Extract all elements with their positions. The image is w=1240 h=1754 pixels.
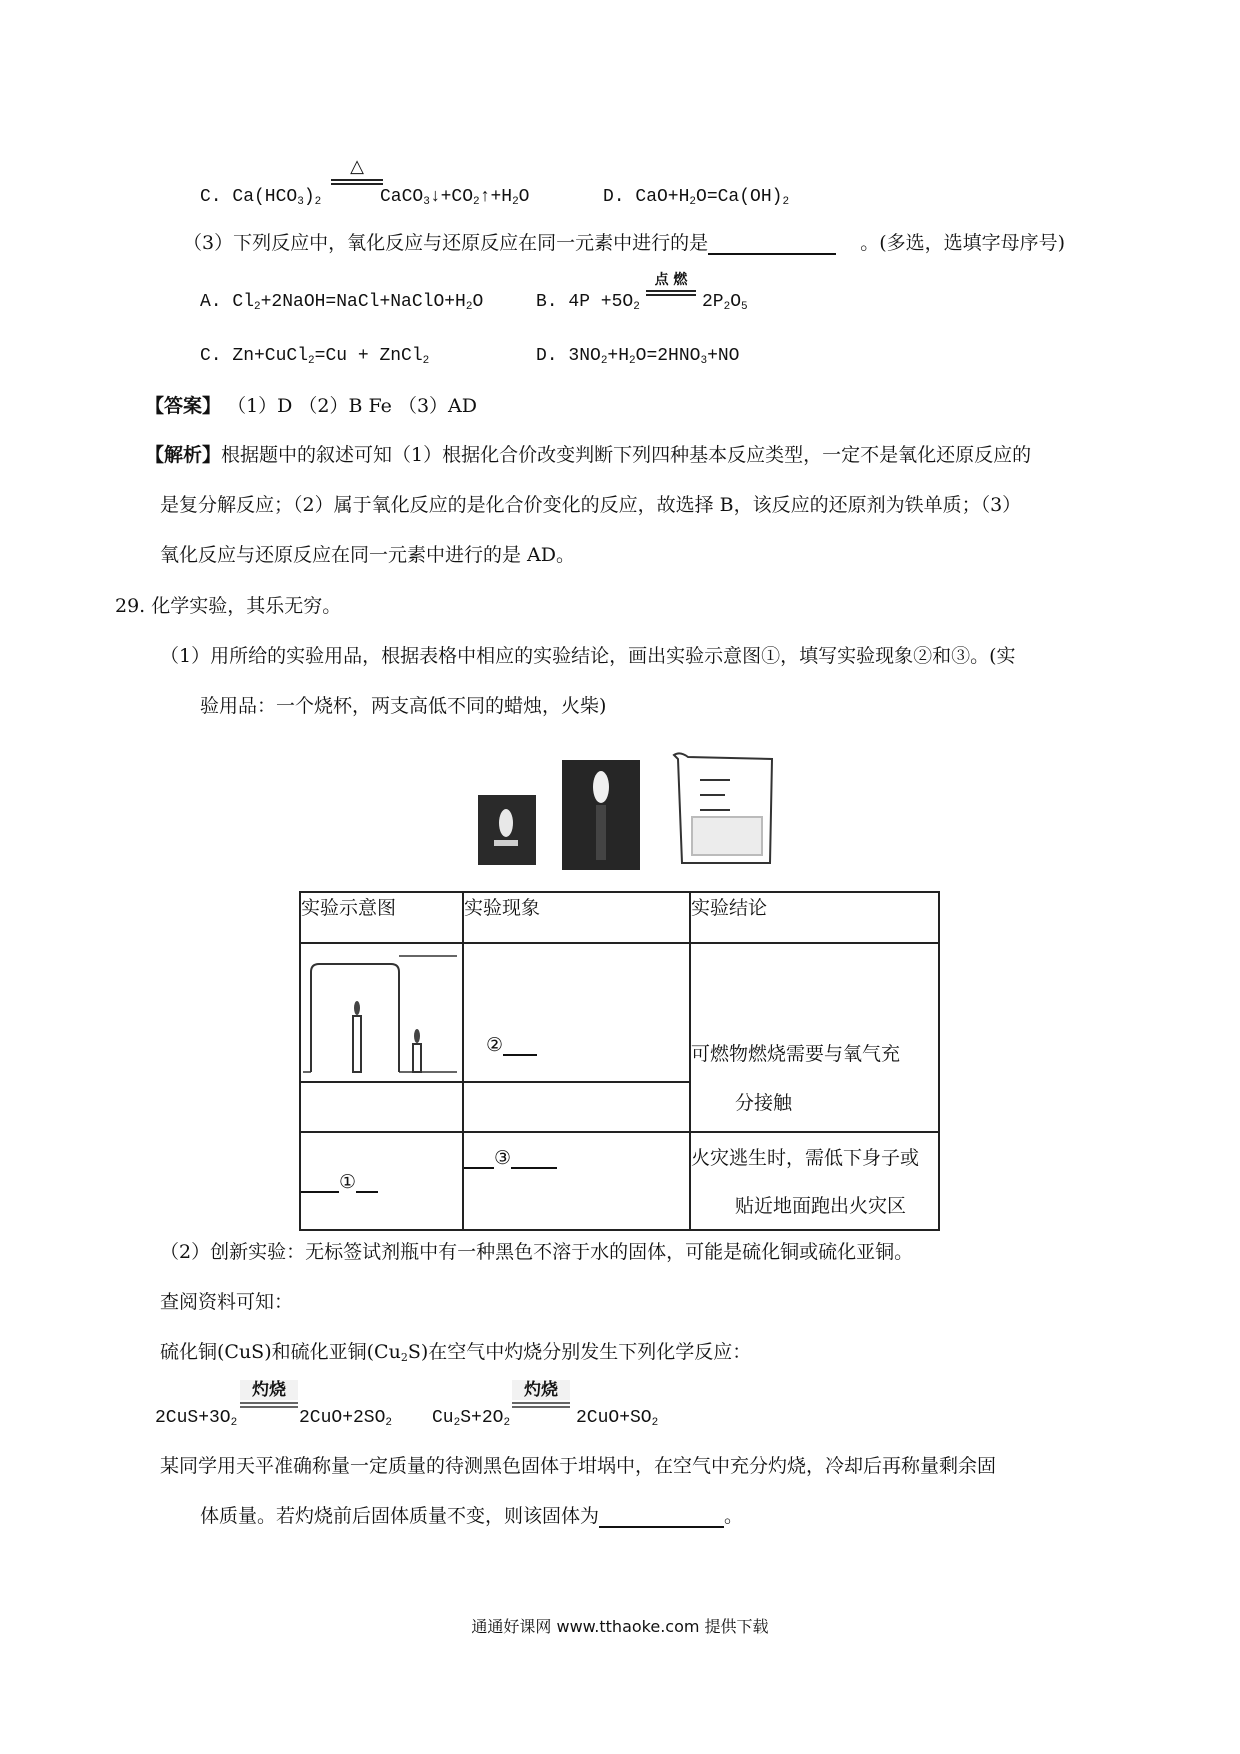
conclusion-2-cell: 火灾逃生时，需低下身子或 贴近地面跑出火灾区 xyxy=(690,1132,939,1230)
blank-2[interactable]: ② xyxy=(486,1034,537,1056)
ignite-condition: 点 燃 xyxy=(646,273,696,296)
equation-1-rhs: $2CuO+2SO_2$ xyxy=(299,1408,393,1429)
phenomenon-2-cell xyxy=(463,943,690,1082)
equation-1-lhs: $2CuS+3O_2$ xyxy=(155,1408,238,1429)
q29-part2-line4: 某同学用天平准确称量一定质量的待测黑色固体于坩埚中，在空气中充分灼烧，冷却后再称量剩余固 xyxy=(160,1455,997,1477)
option-c-products: $CaCO_3↓+CO_2↑+H_2O$ xyxy=(380,187,530,208)
tall-candle-image xyxy=(562,760,640,870)
blank-1[interactable]: ① xyxy=(301,1171,378,1193)
q29-part2-line5: 体质量。若灼烧前后固体质量不变，则该固体为 。 xyxy=(200,1505,744,1527)
q29-title: 29. 化学实验，其乐无穷。 xyxy=(115,595,342,617)
header-diagram: 实验示意图 xyxy=(300,892,463,943)
analysis-line-1: 【解析】根据题中的叙述可知（1）根据化合价改变判断下列四种基本反应类型，一定不是氧化还原反应的 xyxy=(145,444,1032,466)
analysis-line-2: 是复分解反应；（2）属于氧化反应的是化合价变化的反应，故选择 B，该反应的还原剂为铁单质；（3） xyxy=(160,494,1022,516)
heat-condition: △ xyxy=(331,158,383,185)
option-c: C. $Ca(HCO_3)_2$ xyxy=(200,187,322,208)
beaker-image xyxy=(674,753,772,863)
q3-option-b-product: $2P_2O_5$ xyxy=(702,292,748,313)
q29-part2-line2: 查阅资料可知： xyxy=(160,1291,294,1313)
q3-option-c: C. Zn+CuCl$_2$=Cu + ZnCl$_2$ xyxy=(200,346,430,367)
q3-option-b: B. $4P +5O_2$ xyxy=(536,292,640,313)
q3-option-a: A. $Cl_2+2NaOH=NaCl+NaClO+H_2O$ xyxy=(200,292,484,313)
answer-blank-solid[interactable] xyxy=(599,1508,724,1528)
equation-2-rhs: $2CuO+SO_2$ xyxy=(576,1408,659,1429)
option-d: D. $CaO+H_2O=Ca(OH)_2$ xyxy=(603,187,790,208)
q29-part2-line3: 硫化铜(CuS)和硫化亚铜$(Cu_2S)$在空气中灼烧分别发生下列化学反应： xyxy=(160,1341,752,1364)
analysis-line-3: 氧化反应与还原反应在同一元素中进行的是 AD。 xyxy=(160,544,575,566)
answer-blank[interactable] xyxy=(708,235,836,255)
q3-option-d: D. $3NO_2+H_2O=2HNO_3+NO$ xyxy=(536,346,740,367)
experiment-table xyxy=(299,891,940,1231)
header-conclusion: 实验结论 xyxy=(690,892,939,943)
diagram-1-cell xyxy=(300,1132,463,1230)
conclusion-1-cell: 可燃物燃烧需要与氧气充 分接触 xyxy=(690,943,939,1132)
equation-2-condition: 灼烧 xyxy=(512,1380,570,1408)
equation-2-lhs: $Cu_2S+2O_2$ xyxy=(432,1408,511,1429)
q29-part1-line2: 验用品：一个烧杯，两支高低不同的蜡烛，火柴) xyxy=(200,695,607,717)
answer-line: 【答案】 （1）D （2）B Fe （3）AD xyxy=(145,395,477,417)
beaker-over-candles-diagram xyxy=(301,944,459,1076)
q3-stem: （3）下列反应中，氧化反应与还原反应在同一元素中进行的是 。(多选，选填字母序号) xyxy=(183,232,1066,254)
short-candle-image xyxy=(478,795,536,865)
q29-part1-line1: （1）用所给的实验用品，根据表格中相应的实验结论，画出实验示意图①，填写实验现象②和③。(实 xyxy=(160,645,1016,667)
phenomenon-3-cell xyxy=(463,1132,690,1230)
empty-cell-b xyxy=(463,1082,690,1132)
diagram-cell xyxy=(300,943,463,1082)
footer-source: 通通好课网 www.tthaoke.com 提供下载 xyxy=(471,1617,769,1636)
header-phenomenon: 实验现象 xyxy=(463,892,690,943)
blank-3[interactable]: ③ xyxy=(464,1147,557,1169)
equation-1-condition: 灼烧 xyxy=(240,1380,298,1408)
q29-part2-line1: （2）创新实验：无标签试剂瓶中有一种黑色不溶于水的固体，可能是硫化铜或硫化亚铜。 xyxy=(160,1241,914,1263)
materials-illustration xyxy=(470,745,810,870)
empty-cell-a xyxy=(300,1082,463,1132)
